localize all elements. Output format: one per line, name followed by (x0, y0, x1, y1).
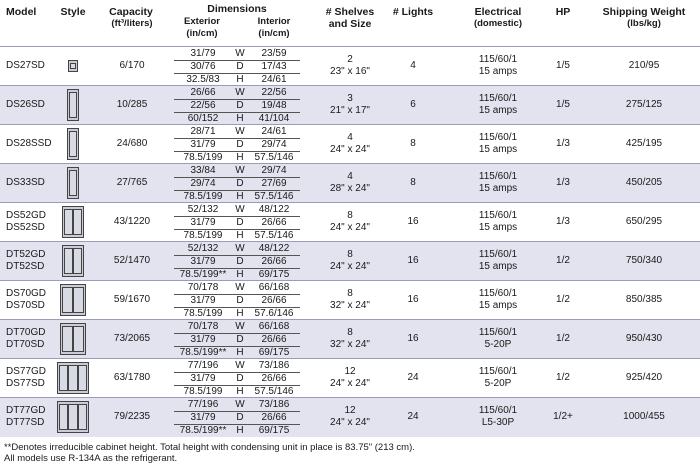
table-row (0, 85, 700, 125)
model-name: DT52SD (6, 261, 45, 272)
shipping-weight: 210/95 (628, 60, 660, 71)
shelf-size: 24" x 24" (330, 417, 370, 428)
fridge-door (62, 326, 73, 352)
hp-value: 1/2 (556, 372, 570, 383)
double-door-icon (62, 206, 84, 238)
model-name: DS33SD (6, 177, 45, 188)
dimension-axis: D (236, 61, 244, 72)
dimension-axis: H (236, 74, 244, 85)
shelves-count: 8 (347, 327, 353, 338)
dimension-line (174, 411, 300, 425)
single-door-tall-icon (67, 128, 79, 160)
dimension-axis: D (236, 295, 244, 306)
double-door-wide-icon (60, 323, 86, 355)
dimension-interior: 26/66 (261, 295, 287, 306)
dimension-axis: W (235, 204, 245, 215)
capacity-value: 73/2065 (113, 333, 151, 344)
dimension-line (174, 177, 300, 191)
fridge-door (69, 131, 77, 157)
electrical-spec: 115/60/1 (478, 366, 518, 377)
dimension-line (174, 281, 300, 295)
electrical-spec: 115/60/1 (478, 327, 518, 338)
electrical-spec: 115/60/1 (478, 249, 518, 260)
electrical-spec: 115/60/1 (478, 405, 518, 416)
model-name: DT52GD (6, 249, 46, 260)
table-row (0, 397, 700, 437)
dimensions-block (174, 86, 300, 125)
capacity-value: 63/1780 (113, 372, 151, 383)
header-interior: Interior (257, 16, 291, 27)
dimension-exterior: 29/74 (190, 178, 216, 189)
table-row (0, 46, 700, 86)
dimension-line (174, 216, 300, 230)
shelf-size: 24" x 24" (330, 144, 370, 155)
dimension-axis: D (236, 217, 244, 228)
header-weight-unit: (lbs/kg) (627, 18, 661, 29)
dimension-exterior: 31/79 (190, 139, 216, 150)
dimension-interior: 66/168 (258, 282, 290, 293)
single-door-tall-icon (67, 167, 79, 199)
electrical-plug: 15 amps (478, 183, 518, 194)
dimension-exterior: 77/196 (187, 360, 219, 371)
dimension-interior: 23/59 (261, 48, 287, 59)
dimension-exterior: 78.5/199** (179, 425, 227, 436)
dimension-axis: D (236, 334, 244, 345)
dimension-exterior: 31/79 (190, 334, 216, 345)
header-hp: HP (555, 6, 571, 18)
electrical-spec: 115/60/1 (478, 210, 518, 221)
dimension-exterior: 28/71 (190, 126, 216, 137)
electrical-spec: 115/60/1 (478, 132, 518, 143)
hp-value: 1/3 (556, 138, 570, 149)
header-style: Style (60, 6, 86, 18)
model-name: DS28SSD (6, 138, 52, 149)
shelves-count: 8 (347, 288, 353, 299)
hp-value: 1/5 (556, 99, 570, 110)
header-shelves: # Shelves (325, 6, 375, 18)
model-name: DS52GD (6, 210, 47, 221)
dimension-line (174, 99, 300, 113)
dimension-exterior: 70/178 (187, 321, 219, 332)
fridge-door (73, 248, 82, 274)
dimension-interior: 57.5/146 (254, 191, 294, 202)
fridge-door (59, 365, 68, 391)
capacity-value: 24/680 (116, 138, 148, 149)
dimension-axis: H (236, 269, 244, 280)
dimension-interior: 73/186 (258, 360, 290, 371)
dimension-line (174, 372, 300, 386)
lights-count: 16 (407, 216, 419, 227)
double-door-wide-icon (60, 284, 86, 316)
capacity-value: 52/1470 (113, 255, 151, 266)
lights-count: 16 (407, 294, 419, 305)
model-name: DS26SD (6, 99, 45, 110)
fridge-door (73, 287, 84, 313)
electrical-plug: 5-20P (484, 339, 512, 350)
dimension-axis: W (235, 282, 245, 293)
dimension-interior: 29/74 (261, 139, 287, 150)
lights-count: 24 (407, 372, 419, 383)
model-name: DT70SD (6, 339, 45, 350)
table-row (0, 241, 700, 281)
dimension-axis: D (236, 100, 244, 111)
dimension-line (174, 359, 300, 373)
single-door-tall-icon (67, 89, 79, 121)
shelves-count: 3 (347, 93, 353, 104)
dimension-axis: W (235, 165, 245, 176)
dimension-interior: 26/66 (261, 217, 287, 228)
header-capacity-unit: (ft³/liters) (111, 18, 153, 29)
shipping-weight: 275/125 (625, 99, 663, 110)
dimension-axis: D (236, 256, 244, 267)
dimension-axis: H (236, 386, 244, 397)
model-name: DS70SD (6, 300, 45, 311)
electrical-plug: 15 amps (478, 261, 518, 272)
electrical-spec: 115/60/1 (478, 54, 518, 65)
dimension-line (174, 60, 300, 74)
footnote-height: **Denotes irreducible cabinet height. Total height with condensing unit in place is 83.75" (213 cm). (4, 442, 415, 453)
lights-count: 24 (407, 411, 419, 422)
hp-value: 1/2 (556, 333, 570, 344)
model-name: DT77SD (6, 417, 45, 428)
dimension-axis: H (236, 425, 244, 436)
dimension-line (174, 125, 300, 139)
header-interior-unit: (in/cm) (258, 28, 290, 39)
shelves-count: 12 (344, 405, 356, 416)
dimension-line (174, 255, 300, 269)
dimension-axis: H (236, 113, 244, 124)
electrical-spec: 115/60/1 (478, 288, 518, 299)
header-shelves-size: and Size (328, 18, 372, 30)
electrical-plug: 15 amps (478, 300, 518, 311)
fridge-door (64, 248, 73, 274)
table-row (0, 202, 700, 242)
electrical-plug: 5-20P (484, 378, 512, 389)
dimension-interior: 69/175 (258, 269, 290, 280)
model-name: DS27SD (6, 60, 45, 71)
double-door-icon (62, 245, 84, 277)
dimension-interior: 57.6/146 (254, 308, 294, 319)
dimension-line (174, 86, 300, 100)
header-capacity: Capacity (109, 6, 153, 18)
lights-count: 6 (410, 99, 416, 110)
dimension-interior: 26/66 (261, 412, 287, 423)
fridge-door (73, 326, 84, 352)
table-row (0, 358, 700, 398)
fridge-door (64, 209, 73, 235)
capacity-value: 79/2235 (113, 411, 151, 422)
shipping-weight: 450/205 (625, 177, 663, 188)
lights-count: 4 (410, 60, 416, 71)
dimension-line (174, 47, 300, 61)
dimensions-block (174, 203, 300, 242)
fridge-door (78, 365, 87, 391)
header-lights: # Lights (392, 6, 434, 18)
hp-value: 1/2+ (553, 411, 573, 422)
shipping-weight: 425/195 (625, 138, 663, 149)
header-model: Model (6, 6, 37, 18)
dimension-exterior: 78.5/199** (179, 347, 227, 358)
electrical-plug: 15 amps (478, 144, 518, 155)
capacity-value: 10/285 (116, 99, 148, 110)
dimension-line (174, 294, 300, 308)
model-name: DT70GD (6, 327, 46, 338)
dimension-exterior: 31/79 (190, 217, 216, 228)
electrical-plug: 15 amps (478, 66, 518, 77)
dimension-axis: H (236, 230, 244, 241)
fridge-door (69, 170, 77, 196)
hp-value: 1/2 (556, 294, 570, 305)
dimension-exterior: 30/76 (190, 61, 216, 72)
dimension-axis: W (235, 321, 245, 332)
electrical-spec: 115/60/1 (478, 93, 518, 104)
shelves-count: 12 (344, 366, 356, 377)
dimensions-block (174, 125, 300, 164)
hp-value: 1/3 (556, 216, 570, 227)
dimension-exterior: 60/152 (187, 113, 219, 124)
dimension-axis: D (236, 139, 244, 150)
dimensions-block (174, 281, 300, 320)
dimensions-block (174, 47, 300, 86)
shelf-size: 32" x 24" (330, 300, 370, 311)
dimension-interior: 29/74 (261, 165, 287, 176)
fridge-door (69, 92, 77, 118)
dimensions-block (174, 242, 300, 281)
capacity-value: 59/1670 (113, 294, 151, 305)
dimensions-block (174, 398, 300, 437)
dimension-exterior: 78.5/199 (183, 308, 223, 319)
shipping-weight: 950/430 (625, 333, 663, 344)
model-name: DS77SD (6, 378, 45, 389)
dimension-interior: 48/122 (258, 204, 290, 215)
electrical-plug: L5-30P (481, 417, 515, 428)
shelf-size: 23" x 16" (330, 66, 370, 77)
dimension-exterior: 70/178 (187, 282, 219, 293)
dimension-exterior: 78.5/199 (183, 152, 223, 163)
fridge-door (70, 63, 76, 69)
dimension-axis: W (235, 243, 245, 254)
dimension-axis: W (235, 399, 245, 410)
dimension-line (174, 320, 300, 334)
dimension-interior: 69/175 (258, 425, 290, 436)
dimension-axis: D (236, 178, 244, 189)
dimension-interior: 17/43 (261, 61, 287, 72)
lights-count: 16 (407, 255, 419, 266)
fridge-door (73, 209, 82, 235)
header-weight: Shipping Weight (602, 6, 686, 18)
dimension-exterior: 78.5/199 (183, 230, 223, 241)
dimension-axis: W (235, 360, 245, 371)
dimension-interior: 24/61 (261, 126, 287, 137)
fridge-door (62, 287, 73, 313)
table-row (0, 280, 700, 320)
capacity-value: 43/1220 (113, 216, 151, 227)
dimension-interior: 19/48 (261, 100, 287, 111)
dimension-axis: D (236, 412, 244, 423)
dimension-exterior: 78.5/199** (179, 269, 227, 280)
dimension-line (174, 398, 300, 412)
dimension-interior: 57.5/146 (254, 152, 294, 163)
dimension-line (174, 333, 300, 347)
dimension-axis: D (236, 373, 244, 384)
lights-count: 8 (410, 138, 416, 149)
dimension-interior: 26/66 (261, 256, 287, 267)
table-row (0, 124, 700, 164)
dimension-interior: 57.5/146 (254, 230, 294, 241)
dimension-exterior: 22/56 (190, 100, 216, 111)
dimension-axis: W (235, 48, 245, 59)
header-electrical-unit: (domestic) (473, 18, 523, 29)
shipping-weight: 650/295 (625, 216, 663, 227)
shelf-size: 24" x 24" (330, 378, 370, 389)
capacity-value: 6/170 (119, 60, 145, 71)
shelves-count: 4 (347, 132, 353, 143)
dimension-exterior: 32.5/83 (186, 74, 220, 85)
dimension-axis: H (236, 152, 244, 163)
dimensions-block (174, 359, 300, 398)
table-row (0, 163, 700, 203)
dimension-exterior: 31/79 (190, 256, 216, 267)
fridge-door (68, 365, 77, 391)
hp-value: 1/2 (556, 255, 570, 266)
model-name: DS52SD (6, 222, 45, 233)
hp-value: 1/5 (556, 60, 570, 71)
dimension-interior: 27/69 (261, 178, 287, 189)
model-name: DS77GD (6, 366, 47, 377)
dimension-axis: H (236, 191, 244, 202)
dimension-exterior: 78.5/199 (183, 386, 223, 397)
shelf-size: 32" x 24" (330, 339, 370, 350)
shelves-count: 2 (347, 54, 353, 65)
footnotes (4, 442, 415, 464)
dimension-line (174, 164, 300, 178)
capacity-value: 27/765 (116, 177, 148, 188)
electrical-spec: 115/60/1 (478, 171, 518, 182)
shelf-size: 24" x 24" (330, 222, 370, 233)
dimension-exterior: 26/66 (190, 87, 216, 98)
header-electrical: Electrical (474, 6, 522, 18)
shelves-count: 8 (347, 210, 353, 221)
triple-door-icon (57, 401, 89, 433)
shipping-weight: 850/385 (625, 294, 663, 305)
single-door-small-icon (68, 60, 78, 72)
dimension-line (174, 203, 300, 217)
dimension-interior: 73/186 (258, 399, 290, 410)
dimension-interior: 57.5/146 (254, 386, 294, 397)
dimension-exterior: 31/79 (190, 295, 216, 306)
dimension-axis: H (236, 308, 244, 319)
dimension-interior: 26/66 (261, 373, 287, 384)
dimension-line (174, 242, 300, 256)
dimension-exterior: 33/84 (190, 165, 216, 176)
dimension-exterior: 52/132 (187, 204, 219, 215)
dimension-exterior: 31/79 (190, 48, 216, 59)
dimension-exterior: 52/132 (187, 243, 219, 254)
dimension-exterior: 78.5/199 (183, 191, 223, 202)
dimension-interior: 48/122 (258, 243, 290, 254)
dimension-line (174, 138, 300, 152)
electrical-plug: 15 amps (478, 222, 518, 233)
dimension-exterior: 31/79 (190, 412, 216, 423)
dimension-axis: H (236, 347, 244, 358)
dimension-interior: 69/175 (258, 347, 290, 358)
shelf-size: 21" x 17" (330, 105, 370, 116)
lights-count: 16 (407, 333, 419, 344)
header-dimensions: Dimensions (207, 3, 267, 15)
dimension-line (174, 424, 300, 437)
model-name: DT77GD (6, 405, 46, 416)
dimensions-block (174, 320, 300, 359)
shipping-weight: 925/420 (625, 372, 663, 383)
lights-count: 8 (410, 177, 416, 188)
header-exterior: Exterior (184, 16, 220, 27)
dimension-axis: W (235, 126, 245, 137)
table-row (0, 319, 700, 359)
fridge-door (78, 404, 87, 430)
shelves-count: 4 (347, 171, 353, 182)
dimension-interior: 24/61 (261, 74, 287, 85)
dimension-interior: 66/168 (258, 321, 290, 332)
fridge-door (68, 404, 77, 430)
model-name: DS70GD (6, 288, 47, 299)
dimension-interior: 22/56 (261, 87, 287, 98)
dimension-axis: W (235, 87, 245, 98)
triple-door-icon (57, 362, 89, 394)
header-exterior-unit: (in/cm) (186, 28, 218, 39)
dimension-exterior: 77/196 (187, 399, 219, 410)
dimensions-block (174, 164, 300, 203)
electrical-plug: 15 amps (478, 105, 518, 116)
footnote-refrigerant: All models use R-134A as the refrigerant. (4, 453, 178, 464)
hp-value: 1/3 (556, 177, 570, 188)
table-header (0, 0, 700, 49)
shelves-count: 8 (347, 249, 353, 260)
dimension-interior: 41/104 (258, 113, 290, 124)
fridge-door (59, 404, 68, 430)
shipping-weight: 750/340 (625, 255, 663, 266)
dimension-interior: 26/66 (261, 334, 287, 345)
shelf-size: 28" x 24" (330, 183, 370, 194)
shelf-size: 24" x 24" (330, 261, 370, 272)
dimension-exterior: 31/79 (190, 373, 216, 384)
shipping-weight: 1000/455 (623, 411, 665, 422)
